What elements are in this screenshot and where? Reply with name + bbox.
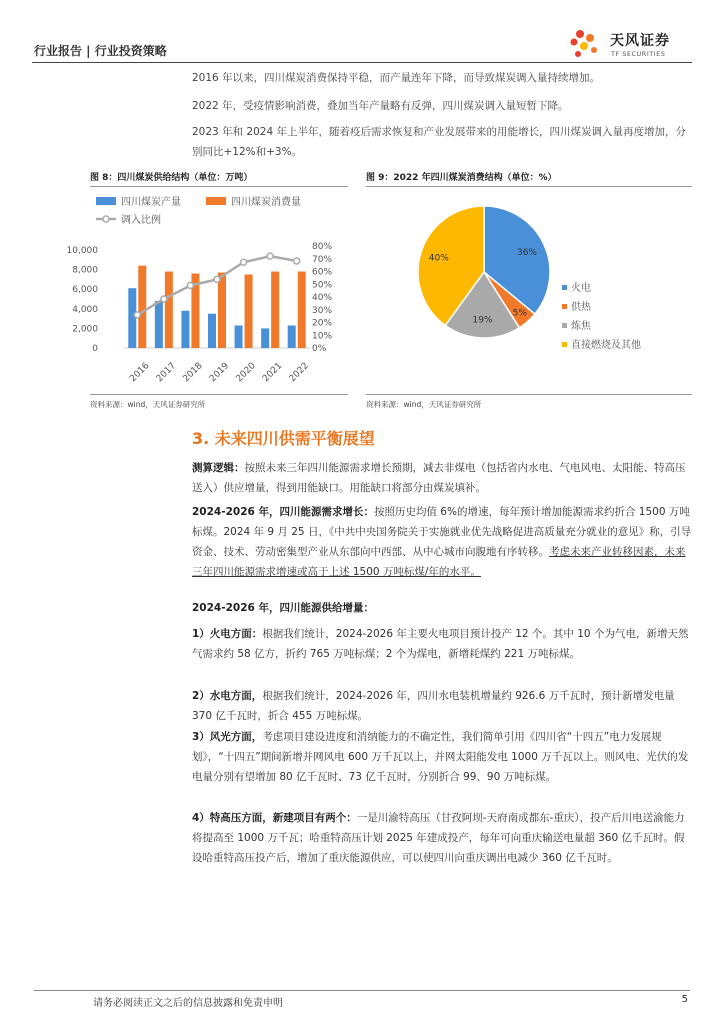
- fig9-title-rule: [366, 186, 692, 187]
- logic-text: 按照未来三年四川能源需求增长预期，减去非煤电（包括省内水电、气电风电、太阳能、特高压送入）供应增量，得到用能缺口。用能缺口将部分由煤炭填补。: [192, 462, 686, 494]
- footer-disclaimer: 请务必阅读正文之后的信息披露和免责申明: [93, 998, 283, 1009]
- y-right-tick: 60%: [312, 267, 333, 278]
- logic-label: 测算逻辑：: [192, 462, 245, 474]
- bar-production: [208, 314, 216, 348]
- logo-text: 天风证券: [610, 33, 670, 49]
- ratio-point: [161, 296, 167, 302]
- y-right-tick: 40%: [312, 293, 333, 303]
- fig9-title: 图 9：2022 年四川煤炭消费结构（单位：%）: [366, 173, 557, 183]
- intro-paragraph: 2016 年以来，四川煤炭消费保持平稳，而产量连年下降，而导致煤炭调入量持续增加。: [192, 72, 601, 84]
- y-right-tick: 70%: [312, 254, 333, 265]
- bar-production: [235, 325, 243, 348]
- legend-swatch: [96, 197, 116, 205]
- thermal-label: 1）火电方面：: [192, 628, 263, 640]
- pie-value-label: 5%: [512, 308, 527, 319]
- y-right-tick: 50%: [312, 280, 333, 291]
- y-right-tick: 30%: [312, 305, 333, 316]
- demand-underlined-text: 考虑未来产业转移因素，未来三年四川能源需求增速或高于上述 1500 万吨标煤/年的水平。: [192, 546, 686, 578]
- bar-consumption: [298, 272, 306, 348]
- bar-production: [181, 311, 189, 348]
- bar-consumption: [245, 275, 253, 349]
- pie-legend-swatch: [562, 342, 567, 347]
- hydro-label: 2）水电方面，: [192, 690, 263, 702]
- x-tick-label: 2016: [128, 360, 152, 385]
- bar-production: [261, 328, 269, 348]
- wind-solar-label: 3）风光方面，: [192, 731, 263, 743]
- ratio-point: [294, 258, 300, 264]
- fig9-bottom-rule: [366, 394, 692, 395]
- demand-paragraph: [192, 502, 692, 582]
- y-right-tick: 80%: [312, 242, 333, 252]
- supply-heading: 2024-2026 年，四川能源供给增量：: [192, 602, 374, 614]
- x-tick-label: 2022: [287, 360, 311, 385]
- pie-legend-label: 供热: [571, 302, 591, 313]
- ratio-point: [241, 259, 247, 265]
- y-left-tick: 0: [92, 344, 98, 354]
- y-left-tick: 6,000: [72, 285, 98, 296]
- legend-label: 调入比例: [121, 215, 161, 226]
- fig8-title-rule: [90, 186, 348, 187]
- pie-legend-swatch: [562, 304, 567, 309]
- pie-value-label: 36%: [516, 247, 538, 258]
- footer-rule: [34, 990, 690, 991]
- demand-label: 2024-2026 年，四川能源需求增长：: [192, 506, 374, 518]
- wind-solar-paragraph: [192, 727, 692, 787]
- ratio-point: [267, 253, 273, 259]
- uhv-paragraph: [192, 808, 692, 868]
- thermal-paragraph: [192, 624, 692, 664]
- fig8-bottom-rule: [90, 394, 348, 395]
- section-title: 3. 未来四川供需平衡展望: [192, 429, 375, 448]
- hydro-text: 根据我们统计，2024-2026 年，四川水电装机增量约 926.6 万千瓦时，预计新增发电量 370 亿千瓦时，折合 455 万吨标煤。: [192, 690, 675, 722]
- bar-production: [128, 288, 136, 348]
- pie-legend-label: 炼焦: [571, 321, 591, 332]
- pie-legend-swatch: [562, 285, 567, 290]
- ratio-point: [187, 283, 193, 289]
- pie-value-label: 40%: [428, 253, 449, 264]
- fig9-source: 资料来源：wind，天风证券研究所: [366, 400, 482, 409]
- fig8-source: 资料来源：wind，天风证券研究所: [90, 400, 206, 409]
- ratio-point: [214, 276, 220, 282]
- legend-marker: [103, 216, 109, 222]
- y-right-tick: 20%: [312, 318, 333, 329]
- fig8-title: 图 8：四川煤炭供给结构（单位：万吨）: [90, 173, 253, 183]
- logo-subtext: TF SECURITIES: [611, 50, 666, 58]
- bar-consumption: [271, 272, 279, 348]
- logo-mark-icon: [571, 30, 598, 57]
- intro-paragraph: 2023 年和 2024 年上半年，随着疫后需求恢复和产业发展带来的用能增长，四川煤炭调入量再度增加，分别同比+12%和+3%。: [192, 126, 686, 158]
- bar-consumption: [165, 272, 173, 348]
- bar-consumption: [138, 266, 146, 348]
- legend-label: 四川煤炭消费量: [231, 197, 301, 208]
- y-left-tick: 4,000: [72, 304, 98, 315]
- intro-paragraph: 2022 年，受疫情影响消费，叠加当年产量略有反弹，四川煤炭调入量短暂下降。: [192, 100, 569, 112]
- fig9-chart: [366, 190, 694, 390]
- x-tick-label: 2021: [261, 360, 285, 385]
- wind-solar-text: 考虑项目建设进度和消纳能力的不确定性，我们简单引用《四川省“十四五”电力发展规划》，“十四五”期间新增并网风电 600 万千瓦以上，并网太阳能发电 1000 万千瓦以上。则风电、光伏的发电量分别有望增加 80 亿千瓦时、73 亿千瓦时，分别折合 99、90 万吨标煤。: [192, 731, 689, 783]
- legend-swatch: [206, 197, 226, 205]
- pie-legend-label: 直接燃烧及其他: [571, 340, 641, 351]
- pie-legend-swatch: [562, 323, 567, 328]
- y-left-tick: 8,000: [72, 265, 98, 276]
- pie-legend-label: 火电: [571, 283, 591, 294]
- ratio-point: [134, 312, 140, 318]
- legend-label: 四川煤炭产量: [121, 197, 181, 208]
- bar-consumption: [218, 273, 226, 348]
- uhv-label: 4）特高压方面，新建项目有两个：: [192, 812, 357, 824]
- bar-production: [155, 301, 163, 348]
- y-right-tick: 10%: [312, 331, 333, 342]
- x-tick-label: 2017: [154, 360, 179, 385]
- fig8-chart: [66, 190, 350, 390]
- logic-paragraph: [192, 458, 692, 498]
- x-tick-label: 2019: [207, 360, 232, 385]
- pie-value-label: 19%: [472, 315, 493, 326]
- header-rule: [32, 62, 692, 63]
- demand-text: 按照历史均值 6%的增速，每年预计增加能源需求约折合 1500 万吨标煤。2024 年 9 月 25 日，《中共中央国务院关于实施就业优先战略促进高质量充分就业的意见》称，引导资金、技术、劳动密集型产业从东部向中西部、从中心城市向腹地有序转移。: [192, 506, 692, 558]
- y-right-tick: 0%: [312, 344, 327, 354]
- thermal-text: 根据我们统计，2024-2026 年主要火电项目预计投产 12 个。其中 10 个为气电，新增天然气需求约 58 亿方，折约 765 万吨标煤；2 个为煤电，新增耗煤约 221 万吨标煤。: [192, 628, 689, 660]
- page-number: 5: [681, 994, 688, 1005]
- x-tick-label: 2018: [181, 360, 205, 385]
- bar-production: [288, 325, 296, 348]
- y-left-tick: 2,000: [72, 324, 98, 335]
- y-left-tick: 10,000: [66, 246, 98, 256]
- hydro-paragraph: [192, 686, 692, 726]
- header-title: 行业报告 | 行业投资策略: [34, 44, 167, 58]
- uhv-text: 一是川渝特高压（甘孜阿坝-天府南成都东-重庆），投产后川电送渝能力将提高至 1000 万千瓦；哈重特高压计划 2025 年建成投产，每年可向重庆输送电量超 360 亿千瓦时。假设哈重特高压投产后，增加了重庆能源供应，可以使四川向重庆调出电减少 360 亿千瓦时。: [192, 812, 685, 864]
- x-tick-label: 2020: [234, 360, 258, 385]
